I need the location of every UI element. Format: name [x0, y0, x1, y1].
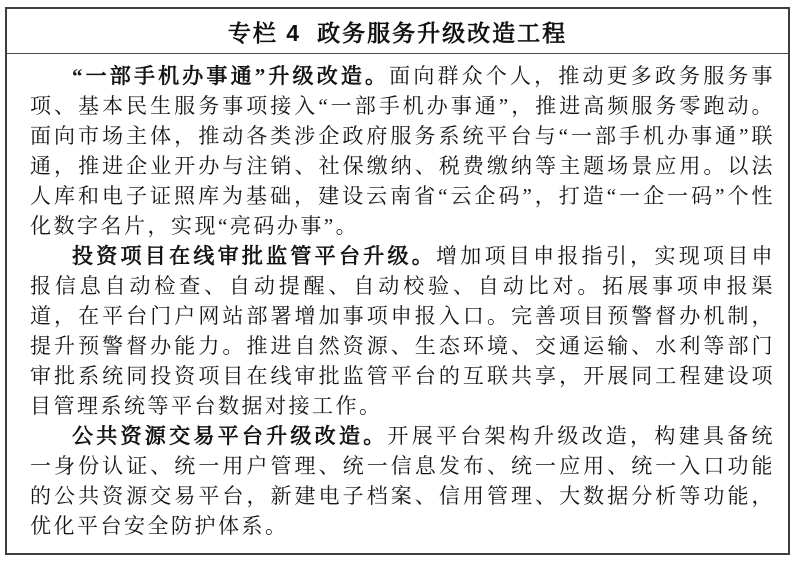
paragraph-lead: “一部手机办事通”升级改造。 — [72, 64, 390, 88]
panel-header — [7, 9, 788, 54]
paragraph-text: 开展平台架构升级改造，构建具备统一身份认证、统一用户管理、统一信息发布、统一应用、统一入口功能的公共资源交易平台，新建电子档案、信用管理、大数据分析等功能，优化平台安全防护体系。 — [30, 424, 776, 538]
paragraph-text: 面向群众个人，推动更多政务服务事项、基本民生服务事项接入“一部手机办事通”，推进高频服务零跑动。面向市场主体，推动各类涉企政府服务系统平台与“一部手机办事通”联通，推进企业开办与注销、社保缴纳、税费缴纳等主题场景应用。以法人库和电子证照库为基础，建设云南省“云企码”，打造“一企一码”个性化数字名片，实现“亮码办事”。 — [30, 64, 775, 238]
paragraph-investment-platform-upgrade — [30, 241, 775, 421]
paragraph-lead: 投资项目在线审批监管平台升级。 — [72, 244, 437, 268]
panel-title: 政务服务升级改造工程 — [317, 19, 568, 46]
paragraph-text: 增加项目申报指引，实现项目申报信息自动检查、自动提醒、自动校验、自动比对。拓展事项申报渠道，在平台门户网站部署增加事项申报入口。完善项目预警督办机制，提升预警督办能力。推进自然资源、生态环境、交通运输、水利等部门审批系统同投资项目在线审批监管平台的互联共享，开展同工程建设项目管理系统等平台数据对接工作。 — [30, 244, 776, 418]
column-panel — [5, 7, 790, 555]
paragraph-mobile-service-upgrade — [30, 61, 775, 241]
paragraph-lead: 公共资源交易平台升级改造。 — [72, 424, 388, 448]
panel-body — [7, 54, 788, 541]
paragraph-public-resource-platform-upgrade — [30, 421, 775, 541]
column-label: 专栏 4 — [227, 19, 302, 46]
